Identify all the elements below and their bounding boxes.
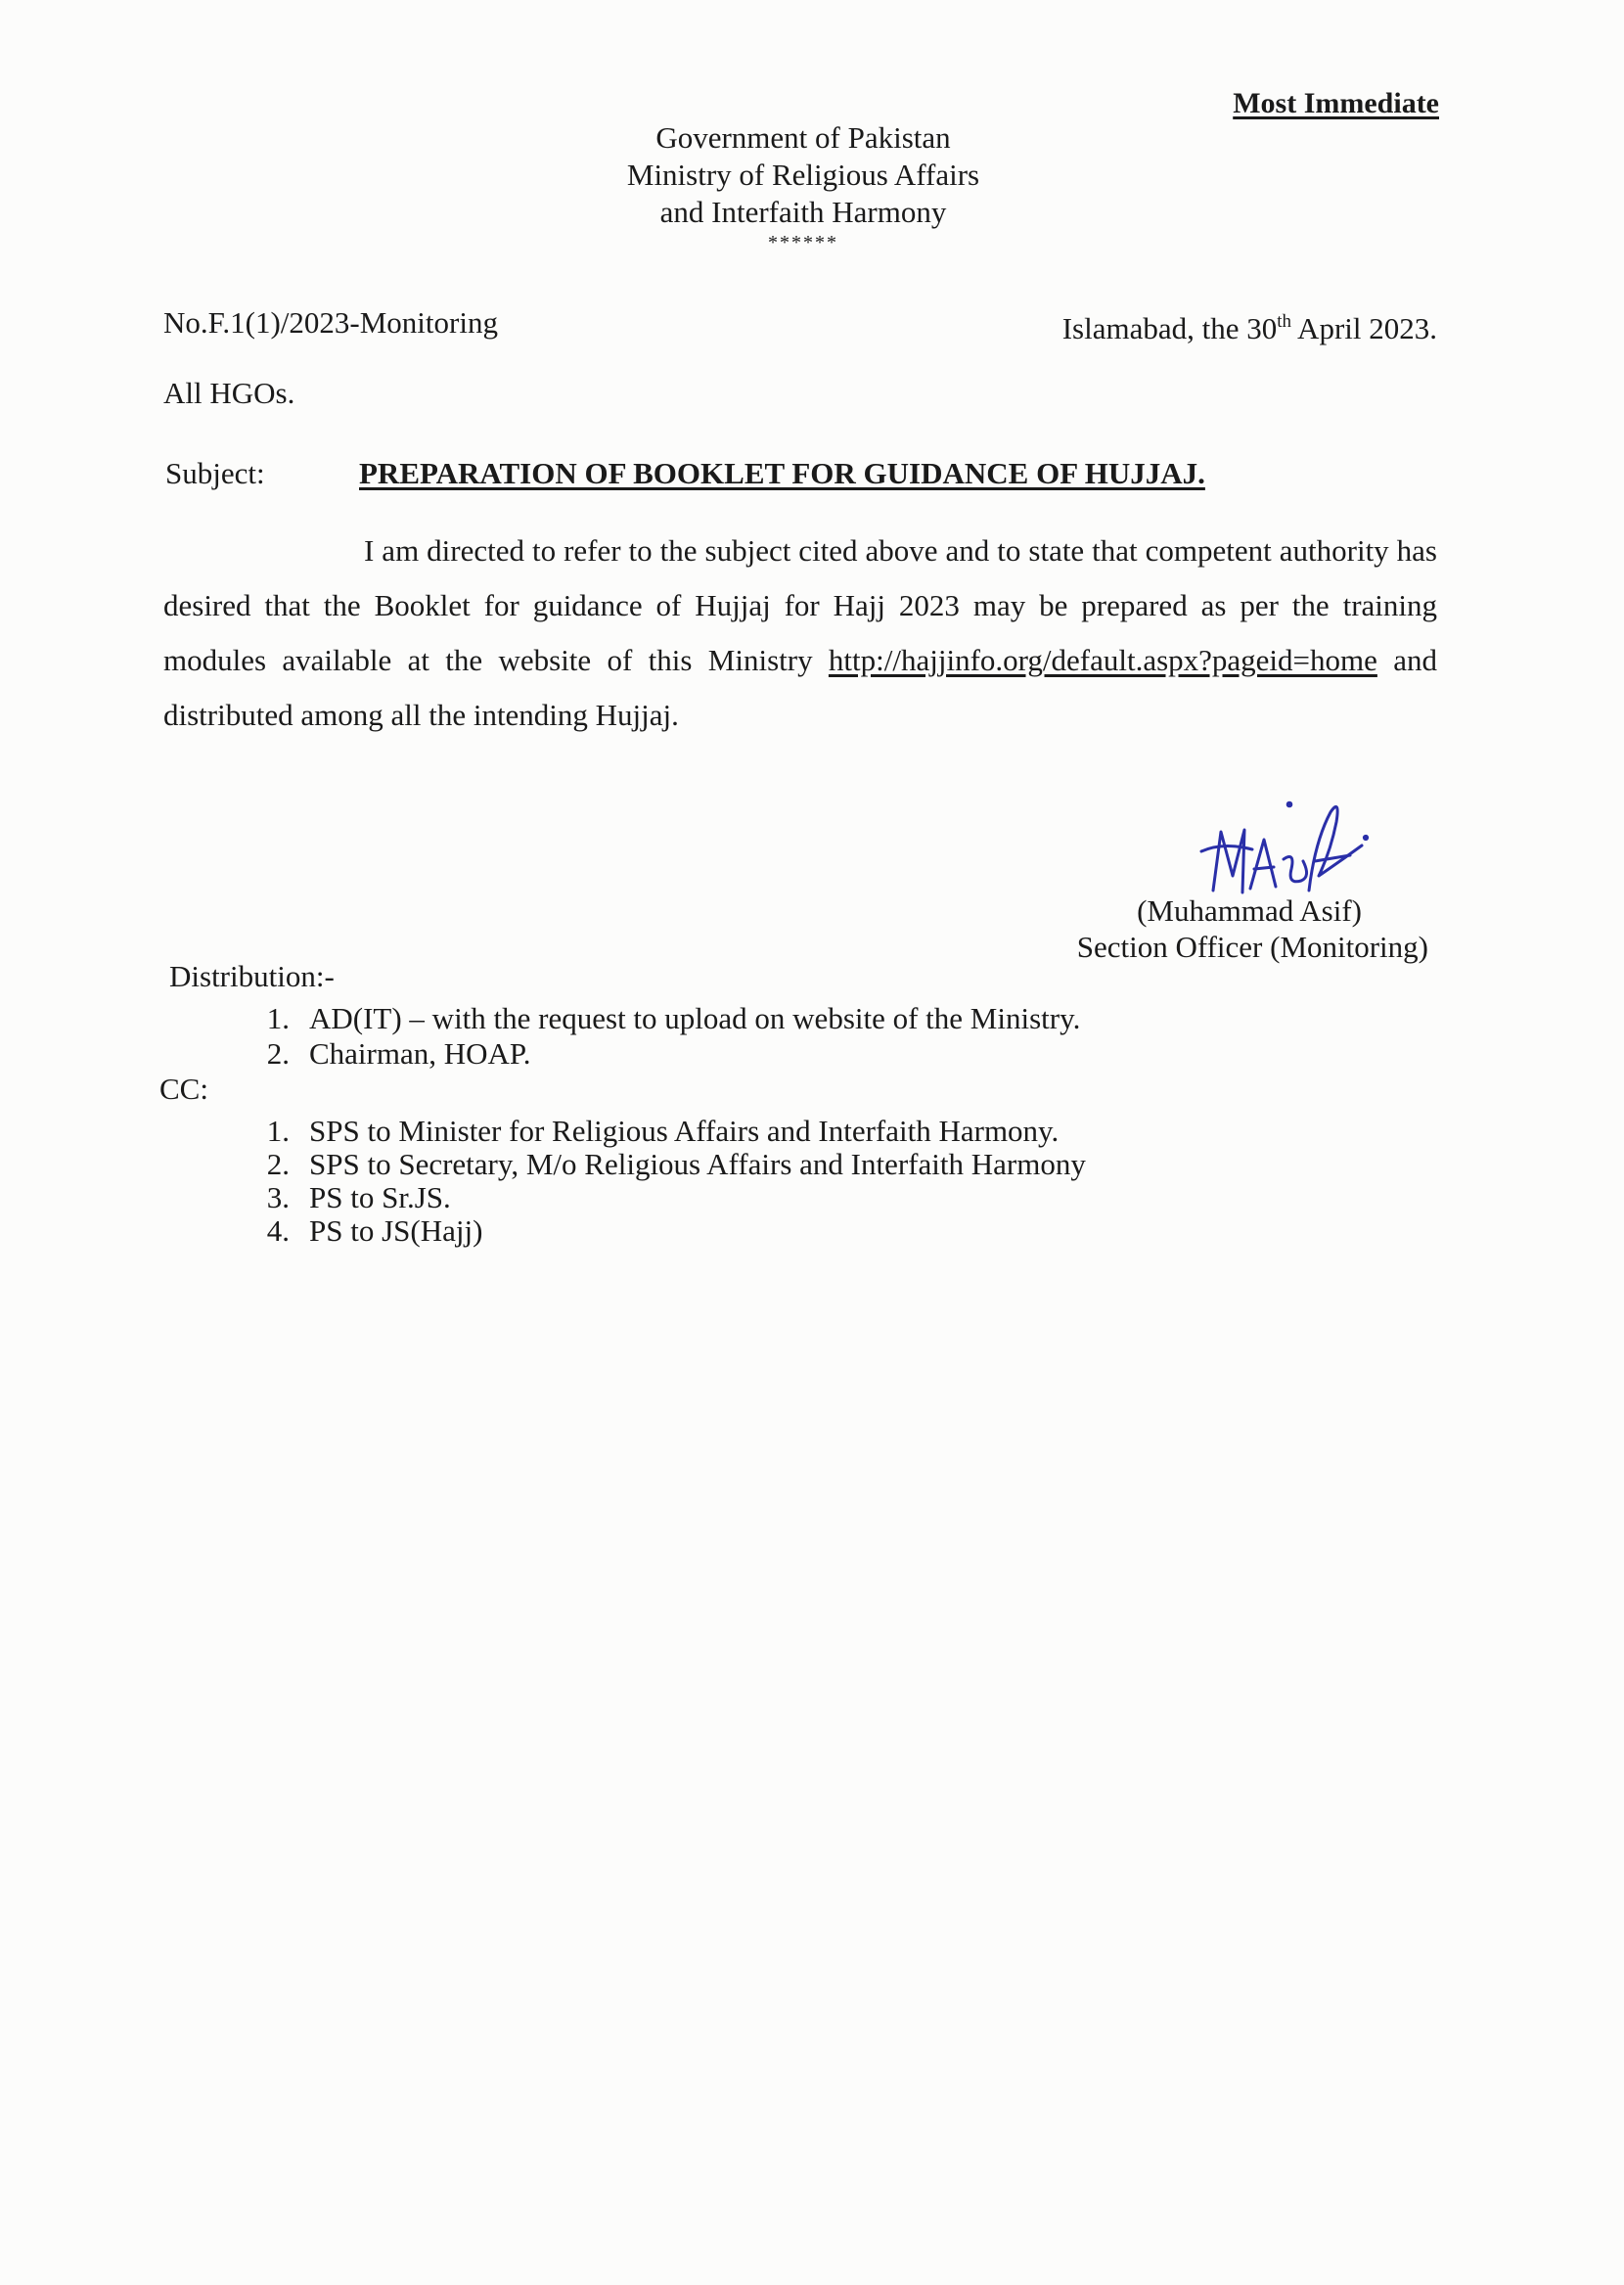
distribution-list	[254, 1002, 1080, 1071]
letterhead-line-harmony: and Interfaith Harmony	[659, 195, 947, 229]
list-item-number: 1.	[266, 1001, 290, 1035]
list-item-text: AD(IT) – with the request to upload on website of the Ministry.	[309, 1001, 1081, 1035]
list-item	[254, 1115, 1086, 1148]
list-item	[254, 1214, 1086, 1248]
list-item-number: 2.	[266, 1147, 290, 1181]
list-item-text: Chairman, HOAP.	[309, 1036, 531, 1071]
list-item-number: 2.	[266, 1036, 290, 1071]
website-link[interactable]: http://hajjinfo.org/default.aspx?pageid=home	[828, 643, 1377, 677]
letter-date	[1062, 311, 1437, 346]
subject-text: PREPARATION OF BOOKLET FOR GUIDANCE OF HUJJAJ.	[359, 456, 1205, 490]
recipient: All HGOs.	[163, 376, 295, 410]
list-item-text: SPS to Secretary, M/o Religious Affairs and Interfaith Harmony	[309, 1147, 1086, 1181]
subject-label: Subject:	[165, 456, 265, 490]
distribution-label: Distribution:-	[169, 959, 335, 993]
list-item-number: 4.	[266, 1213, 290, 1248]
letterhead	[548, 119, 1059, 252]
signer-title: Section Officer (Monitoring)	[1076, 930, 1428, 964]
date-rest: April 2023.	[1291, 311, 1437, 345]
priority-marking: Most Immediate	[1233, 87, 1439, 119]
list-item-text: PS to Sr.JS.	[309, 1180, 451, 1214]
date-prefix: Islamabad, the 30	[1061, 311, 1278, 345]
date-ordinal-suffix: th	[1277, 311, 1292, 332]
cc-list	[254, 1115, 1086, 1248]
cc-label: CC:	[159, 1072, 208, 1106]
letterhead-stars: ******	[768, 232, 838, 253]
signer-name: (Muhammad Asif)	[1137, 893, 1362, 928]
list-item	[254, 1148, 1086, 1181]
letterhead-line-government: Government of Pakistan	[655, 120, 951, 155]
letterhead-line-ministry: Ministry of Religious Affairs	[626, 158, 980, 192]
list-item-number: 1.	[266, 1114, 290, 1148]
body-text-after-link: and distributed among all the intending Hujjaj.	[163, 643, 1437, 732]
reference-number: No.F.1(1)/2023-Monitoring	[163, 305, 498, 340]
body-paragraph	[163, 524, 1437, 743]
body-text-before-link: I am directed to refer to the subject cited above and to state that competent authority has desired that the Booklet for guidance of Hujjaj for Hajj 2023 may be prepared as per the training modules available at the website of this Ministry	[163, 533, 1437, 677]
handwritten-signature	[1194, 783, 1389, 910]
list-item	[254, 1181, 1086, 1214]
list-item	[254, 1002, 1080, 1035]
list-item-text: PS to JS(Hajj)	[309, 1213, 483, 1248]
list-item-text: SPS to Minister for Religious Affairs and Interfaith Harmony.	[309, 1114, 1060, 1148]
list-item	[254, 1037, 1080, 1071]
list-item-number: 3.	[266, 1180, 290, 1214]
